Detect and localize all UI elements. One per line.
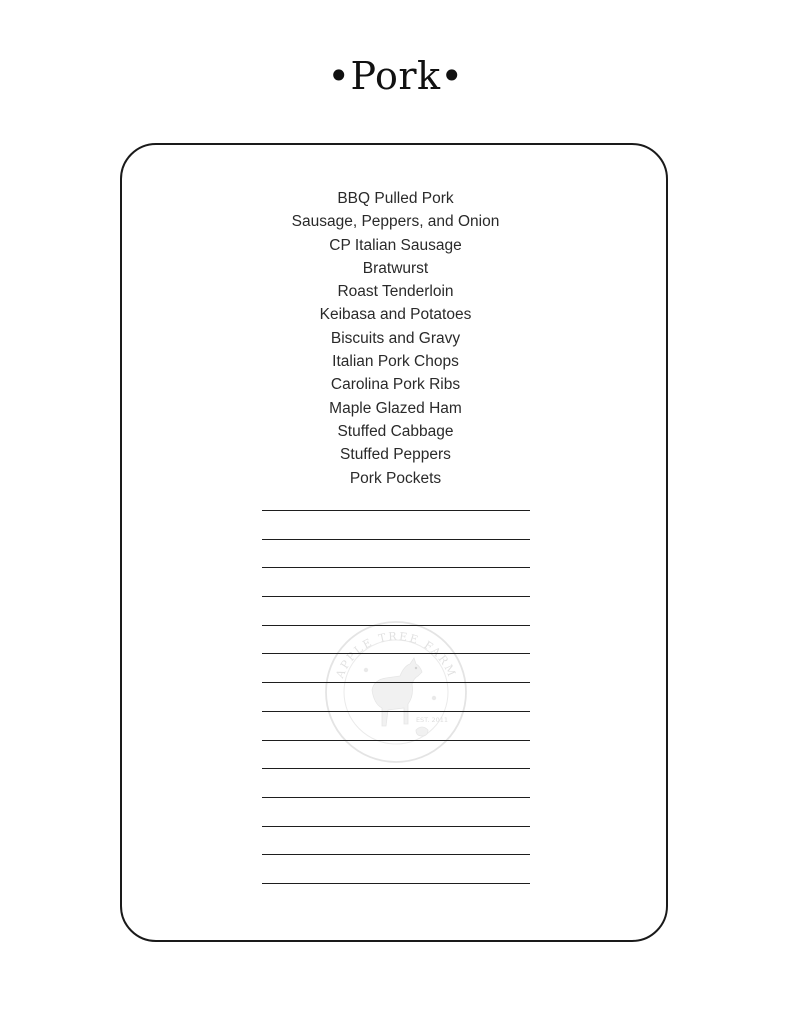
menu-item: Stuffed Cabbage <box>337 422 454 440</box>
menu-item: Roast Tenderloin <box>337 283 454 301</box>
writing-line <box>262 653 530 654</box>
menu-item: Sausage, Peppers, and Onion <box>291 213 500 231</box>
writing-line <box>262 797 530 798</box>
writing-line <box>262 740 530 741</box>
writing-line <box>262 567 530 568</box>
menu-list <box>0 187 791 490</box>
writing-line <box>262 539 530 540</box>
menu-item: Biscuits and Gravy <box>330 329 461 347</box>
writing-line <box>262 883 530 884</box>
menu-item: Italian Pork Chops <box>332 353 459 371</box>
menu-item: Keibasa and Potatoes <box>319 306 472 324</box>
writing-line <box>262 682 530 683</box>
goat-icon <box>372 658 428 736</box>
menu-item: Bratwurst <box>362 259 429 277</box>
watermark-est-text: EST. 2011 <box>415 716 449 724</box>
leaf-decoration-icon <box>432 696 436 700</box>
page-title: •Pork• <box>327 54 464 98</box>
menu-item: Maple Glazed Ham <box>329 399 462 417</box>
writing-line <box>262 711 530 712</box>
watermark-brand-text: APPLE TREE FARM <box>333 629 459 681</box>
menu-item: Stuffed Peppers <box>340 446 451 464</box>
menu-item: Pork Pockets <box>349 469 442 487</box>
leaf-decoration-icon <box>364 668 368 672</box>
menu-item: BBQ Pulled Pork <box>337 190 454 207</box>
menu-item: CP Italian Sausage <box>329 236 462 254</box>
writing-line <box>262 596 530 597</box>
writing-line <box>262 510 530 511</box>
writing-line <box>262 768 530 769</box>
writing-line <box>262 826 530 827</box>
farm-logo-watermark <box>322 618 470 766</box>
writing-line <box>262 854 530 855</box>
menu-item: Carolina Pork Ribs <box>330 376 461 394</box>
writing-line <box>262 625 530 626</box>
